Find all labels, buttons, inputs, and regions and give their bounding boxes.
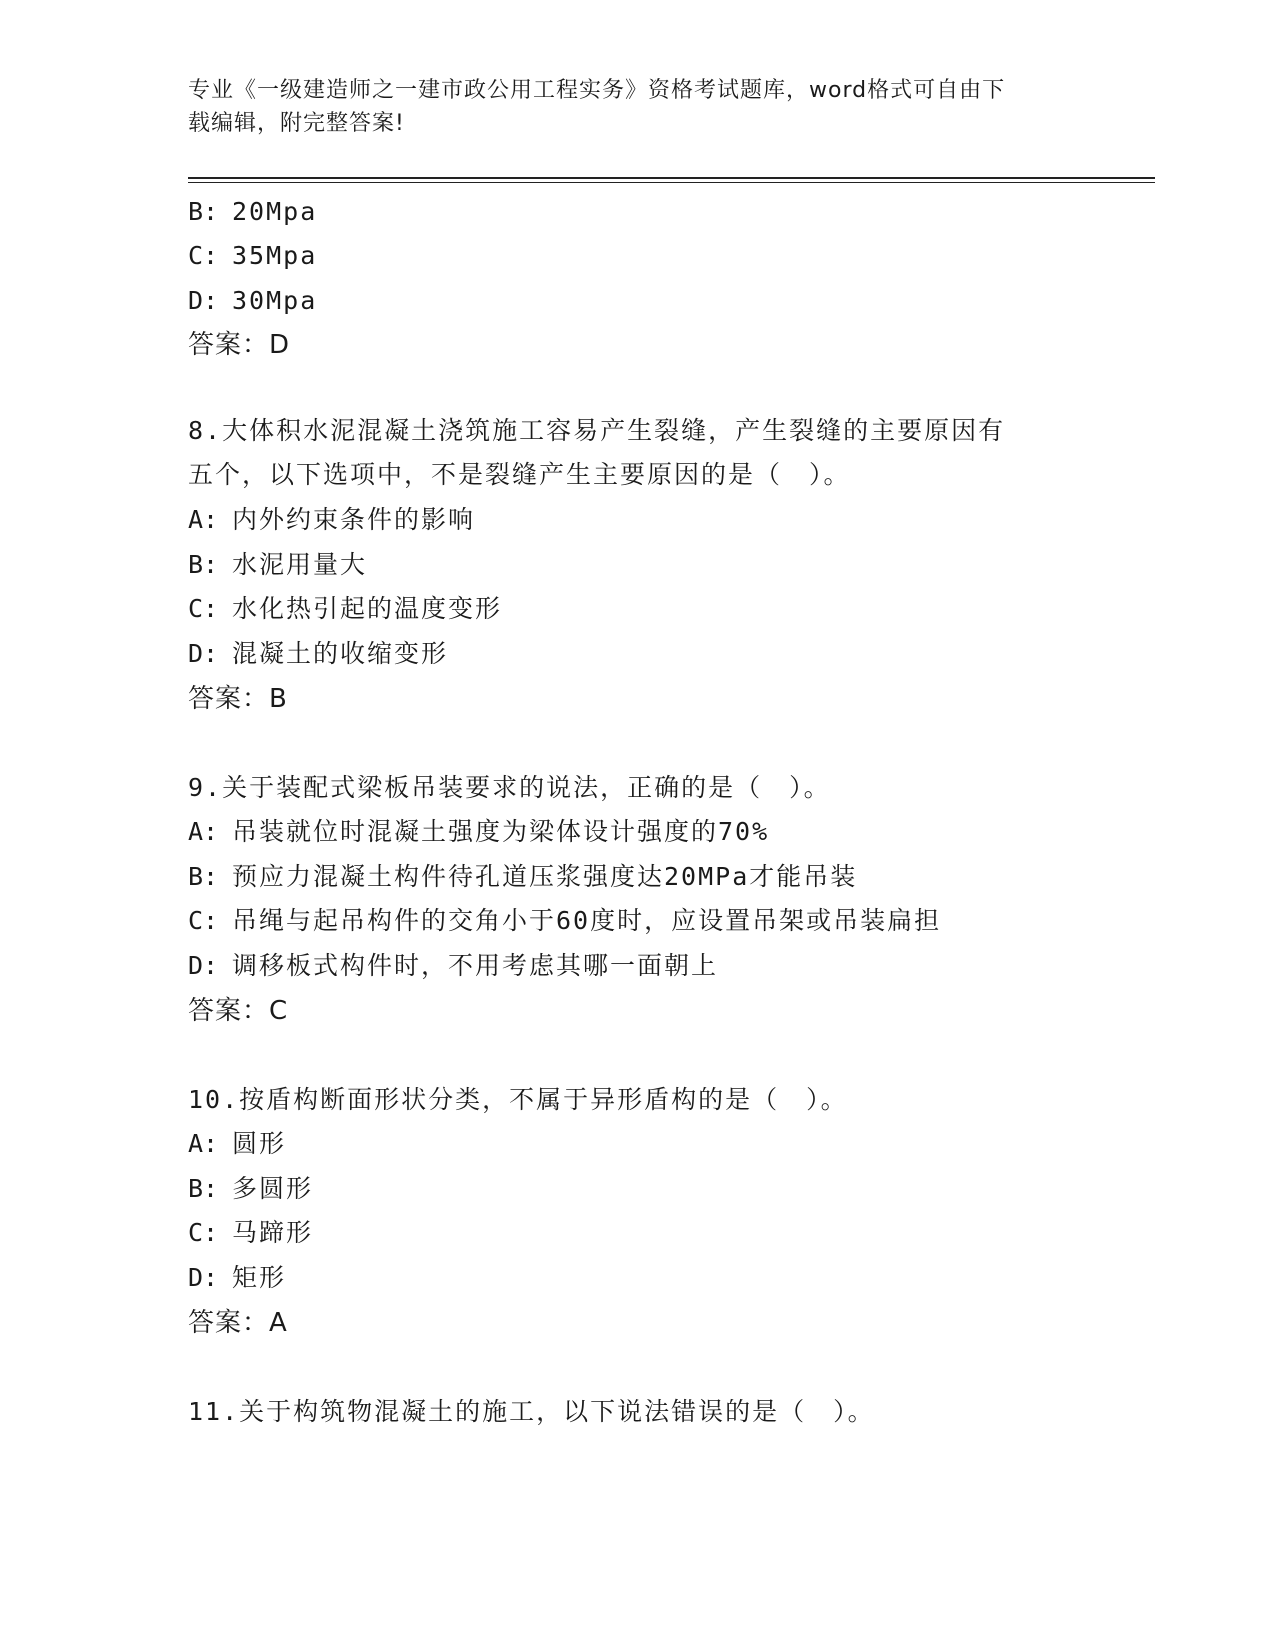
q10-answer: 答案：A	[188, 1308, 288, 1338]
option-label: C:	[188, 1218, 219, 1247]
option-label: D:	[188, 286, 219, 315]
q8-option-b	[188, 549, 367, 581]
q10-option-d	[188, 1262, 286, 1294]
option-text: 多圆形	[232, 1174, 314, 1203]
q8-answer: 答案：B	[188, 684, 288, 714]
q9-stem-line-1: 9.关于装配式梁板吊装要求的说法，正确的是（ ）。	[188, 773, 831, 802]
option-text: 预应力混凝土构件待孔道压浆强度达20MPa才能吊装	[232, 862, 858, 891]
option-label: C:	[188, 241, 219, 270]
header-rule-thick	[188, 177, 1155, 179]
option-text: 调移板式构件时，不用考虑其哪一面朝上	[232, 951, 719, 980]
q10-option-c	[188, 1217, 313, 1249]
option-label: B:	[188, 197, 219, 226]
q8-option-d	[188, 638, 448, 670]
q11-stem-line-1: 11.关于构筑物混凝土的施工，以下说法错误的是（ ）。	[188, 1397, 875, 1426]
option-label: D:	[188, 1263, 219, 1292]
option-text: 内外约束条件的影响	[232, 505, 476, 534]
option-text: 吊装就位时混凝土强度为梁体设计强度的70%	[232, 817, 770, 846]
option-text: 35Mpa	[232, 241, 318, 270]
option-text: 水化热引起的温度变形	[232, 594, 503, 623]
option-text: 水泥用量大	[232, 550, 368, 579]
q7-answer: 答案：D	[188, 330, 291, 360]
header-rule-thin	[188, 182, 1155, 183]
q9-option-b	[188, 861, 857, 893]
q9-option-d	[188, 950, 718, 982]
option-label: A:	[188, 1129, 219, 1158]
option-label: B:	[188, 550, 219, 579]
header-line-1: 专业《一级建造师之一建市政公用工程实务》资格考试题库，word格式可自由下	[188, 78, 1006, 103]
q7-option-c	[188, 240, 317, 272]
option-text: 矩形	[232, 1263, 287, 1292]
q9-option-c	[188, 905, 941, 937]
q10-option-a	[188, 1128, 286, 1160]
header-line-2: 载编辑，附完整答案!	[188, 111, 405, 136]
q7-option-d	[188, 285, 317, 317]
option-text: 马蹄形	[232, 1218, 314, 1247]
option-text: 混凝土的收缩变形	[232, 639, 449, 668]
option-label: B:	[188, 1174, 219, 1203]
option-label: D:	[188, 951, 219, 980]
option-text: 30Mpa	[232, 286, 318, 315]
q8-option-c	[188, 593, 502, 625]
option-text: 20Mpa	[232, 197, 318, 226]
option-label: C:	[188, 594, 219, 623]
option-label: A:	[188, 505, 219, 534]
option-text: 吊绳与起吊构件的交角小于60度时，应设置吊架或吊装扁担	[232, 906, 942, 935]
q8-stem-line-2: 五个，以下选项中，不是裂缝产生主要原因的是（ ）。	[188, 460, 851, 489]
q9-answer: 答案：C	[188, 996, 289, 1026]
q10-stem-line-1: 10.按盾构断面形状分类，不属于异形盾构的是（ ）。	[188, 1085, 848, 1114]
q8-stem-line-1: 8.大体积水泥混凝土浇筑施工容易产生裂缝，产生裂缝的主要原因有	[188, 416, 1006, 445]
document-header	[188, 74, 1088, 140]
option-text: 圆形	[232, 1129, 287, 1158]
option-label: C:	[188, 906, 219, 935]
q8-option-a	[188, 504, 475, 536]
q9-option-a	[188, 816, 769, 848]
q10-option-b	[188, 1173, 313, 1205]
q7-option-b	[188, 196, 317, 228]
option-label: D:	[188, 639, 219, 668]
option-label: A:	[188, 817, 219, 846]
option-label: B:	[188, 862, 219, 891]
